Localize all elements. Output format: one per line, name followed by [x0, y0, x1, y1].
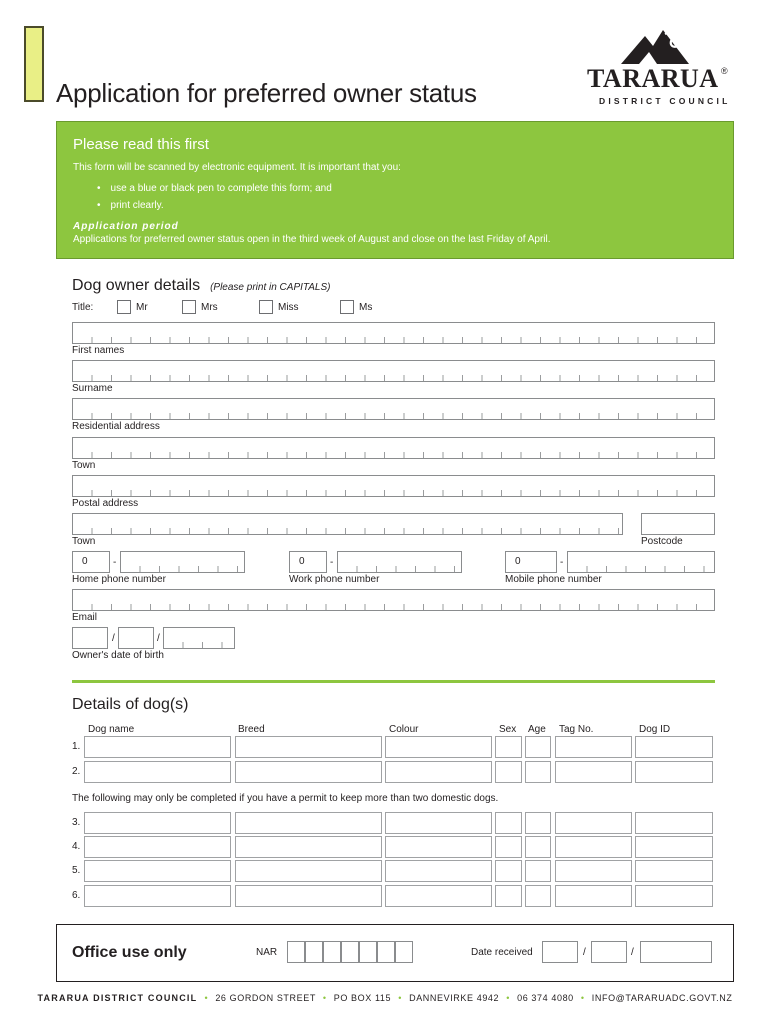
nar-digit-box[interactable]: [341, 941, 359, 963]
colour-cell[interactable]: [385, 761, 492, 783]
col-colour: Colour: [389, 724, 419, 735]
mobile-phone-number-field[interactable]: [567, 551, 715, 573]
application-period-text: Applications for preferred owner status open in the third week of August and close on the last Friday of April.: [73, 234, 551, 245]
dob-month-field[interactable]: [118, 627, 154, 649]
town-label: Town: [72, 460, 96, 471]
owner-heading-text: Dog owner details: [72, 277, 201, 294]
tag-no-cell[interactable]: [555, 812, 632, 834]
mobile-phone-dash: -: [560, 557, 564, 568]
col-age: Age: [528, 724, 546, 735]
work-phone-dash: -: [330, 557, 334, 568]
title-mrs-checkbox[interactable]: [182, 300, 196, 314]
notice-bullet: • print clearly.: [97, 197, 717, 214]
dog-name-cell[interactable]: [84, 836, 231, 858]
footer-separator: •: [580, 993, 585, 1003]
tag-no-cell[interactable]: [555, 736, 632, 758]
notice-bullet: • use a blue or black pen to complete this form; and: [97, 180, 717, 197]
permit-note: The following may only be completed if you have a permit to keep more than two domestic dogs.: [72, 793, 499, 804]
dob-year-field[interactable]: [163, 627, 235, 649]
date-received-label: Date received: [471, 947, 533, 958]
colour-cell[interactable]: [385, 736, 492, 758]
nar-digit-box[interactable]: [305, 941, 323, 963]
dog-id-cell[interactable]: [635, 736, 713, 758]
breed-cell[interactable]: [235, 885, 382, 907]
residential-address-field[interactable]: [72, 398, 715, 420]
dog-row-number: 5.: [72, 865, 81, 876]
colour-cell[interactable]: [385, 812, 492, 834]
postcode-label: Postcode: [641, 536, 683, 547]
title-label: Title:: [72, 302, 94, 313]
page-tab-marker: [24, 26, 44, 102]
title-ms-checkbox[interactable]: [340, 300, 354, 314]
dog-name-cell[interactable]: [84, 761, 231, 783]
logo-name: TARARUA: [587, 64, 719, 93]
breed-cell[interactable]: [235, 836, 382, 858]
colour-cell[interactable]: [385, 836, 492, 858]
breed-cell[interactable]: [235, 860, 382, 882]
footer-address: 26 GORDON STREET: [215, 993, 316, 1003]
dog-id-cell[interactable]: [635, 812, 713, 834]
dog-id-cell[interactable]: [635, 885, 713, 907]
footer-town: DANNEVIRKE 4942: [409, 993, 500, 1003]
capitals-note: (Please print in CAPITALS): [210, 282, 331, 293]
sex-cell[interactable]: [495, 860, 522, 882]
age-cell[interactable]: [525, 761, 551, 783]
title-mr-checkbox[interactable]: [117, 300, 131, 314]
notice-box: [56, 121, 734, 259]
footer-email: INFO@TARARUADC.GOVT.NZ: [591, 993, 733, 1003]
breed-cell[interactable]: [235, 736, 382, 758]
postcode-field[interactable]: [641, 513, 715, 535]
col-tag-no: Tag No.: [559, 724, 594, 735]
work-phone-label: Work phone number: [289, 574, 380, 585]
colour-cell[interactable]: [385, 860, 492, 882]
dog-name-cell[interactable]: [84, 885, 231, 907]
dob-day-field[interactable]: [72, 627, 108, 649]
sex-cell[interactable]: [495, 812, 522, 834]
colour-cell[interactable]: [385, 885, 492, 907]
office-use-heading: Office use only: [72, 944, 187, 961]
email-label: Email: [72, 612, 98, 623]
mountain-logo-icon: [617, 24, 693, 66]
surname-field[interactable]: [72, 360, 715, 382]
dob-separator: /: [157, 633, 160, 644]
nar-digit-box[interactable]: [377, 941, 395, 963]
date-received-year[interactable]: [640, 941, 712, 963]
email-field[interactable]: [72, 589, 715, 611]
col-dog-name: Dog name: [88, 724, 135, 735]
tag-no-cell[interactable]: [555, 761, 632, 783]
nar-digit-box[interactable]: [287, 941, 305, 963]
dob-label: Owner's date of birth: [72, 650, 164, 661]
notice-intro: This form will be scanned by electronic equipment. It is important that you:: [73, 162, 401, 173]
section-divider: [72, 680, 715, 683]
mobile-phone-label: Mobile phone number: [505, 574, 602, 585]
title-miss-label: Miss: [278, 302, 299, 313]
owner-section-heading: [72, 277, 331, 295]
title-ms-label: Ms: [359, 302, 373, 313]
nar-digit-box[interactable]: [395, 941, 413, 963]
dogs-section-heading: Details of dog(s): [72, 696, 189, 713]
home-phone-label: Home phone number: [72, 574, 166, 585]
dog-id-cell[interactable]: [635, 860, 713, 882]
work-phone-area-field[interactable]: [289, 551, 327, 573]
dob-separator: /: [112, 633, 115, 644]
tag-no-cell[interactable]: [555, 885, 632, 907]
nar-digit-box[interactable]: [323, 941, 341, 963]
tag-no-cell[interactable]: [555, 860, 632, 882]
nar-digit-box[interactable]: [359, 941, 377, 963]
home-phone-number-field[interactable]: [120, 551, 245, 573]
surname-label: Surname: [72, 383, 113, 394]
notice-bullets: [97, 180, 717, 214]
postal-address-label: Postal address: [72, 498, 139, 509]
page-footer: [0, 993, 770, 1003]
dog-row-number: 3.: [72, 817, 81, 828]
sex-cell[interactable]: [495, 836, 522, 858]
age-cell[interactable]: [525, 860, 551, 882]
mobile-phone-area-field[interactable]: [505, 551, 557, 573]
logo-registered-mark: ®: [721, 66, 728, 76]
footer-separator: •: [398, 993, 402, 1003]
date-received-month[interactable]: [591, 941, 627, 963]
application-period-label: Application period: [73, 221, 179, 232]
date-received-separator: /: [583, 947, 586, 958]
page-title: Application for preferred owner status: [56, 78, 477, 108]
logo-subtitle: DISTRICT COUNCIL: [599, 96, 731, 106]
footer-separator: •: [506, 993, 511, 1003]
dog-name-cell[interactable]: [84, 860, 231, 882]
town-field[interactable]: [72, 437, 715, 459]
dog-id-cell[interactable]: [635, 836, 713, 858]
dog-row-number: 1.: [72, 741, 81, 752]
nar-label: NAR: [256, 947, 278, 958]
work-phone-number-field[interactable]: [337, 551, 462, 573]
sex-cell[interactable]: [495, 736, 522, 758]
col-dog-id: Dog ID: [639, 724, 671, 735]
date-received-separator: /: [631, 947, 634, 958]
sex-cell[interactable]: [495, 761, 522, 783]
home-phone-prefix: 0: [82, 556, 88, 567]
dog-row-number: 6.: [72, 890, 81, 901]
age-cell[interactable]: [525, 736, 551, 758]
title-mrs-label: Mrs: [201, 302, 218, 313]
age-cell[interactable]: [525, 885, 551, 907]
dog-row-number: 4.: [72, 841, 81, 852]
council-logo: [575, 24, 735, 108]
age-cell[interactable]: [525, 836, 551, 858]
breed-cell[interactable]: [235, 812, 382, 834]
postal-town-label: Town: [72, 536, 96, 547]
work-phone-prefix: 0: [299, 556, 305, 567]
dog-name-cell[interactable]: [84, 812, 231, 834]
age-cell[interactable]: [525, 812, 551, 834]
mobile-phone-prefix: 0: [515, 556, 521, 567]
dog-name-cell[interactable]: [84, 736, 231, 758]
home-phone-dash: -: [113, 557, 117, 568]
footer-org: TARARUA DISTRICT COUNCIL: [37, 993, 198, 1003]
dog-id-cell[interactable]: [635, 761, 713, 783]
dog-row-number: 2.: [72, 766, 81, 777]
postal-address-field[interactable]: [72, 475, 715, 497]
home-phone-area-field[interactable]: [72, 551, 110, 573]
col-breed: Breed: [238, 724, 265, 735]
postal-town-field[interactable]: [72, 513, 623, 535]
footer-separator: •: [322, 993, 327, 1003]
sex-cell[interactable]: [495, 885, 522, 907]
footer-separator: •: [204, 993, 209, 1003]
footer-pobox: PO BOX 115: [333, 993, 392, 1003]
first-names-label: First names: [72, 345, 125, 356]
residential-address-label: Residential address: [72, 421, 160, 432]
breed-cell[interactable]: [235, 761, 382, 783]
first-names-field[interactable]: [72, 322, 715, 344]
title-mr-label: Mr: [136, 302, 148, 313]
footer-phone: 06 374 4080: [517, 993, 574, 1003]
notice-heading: Please read this first: [73, 136, 209, 153]
col-sex: Sex: [499, 724, 517, 735]
title-miss-checkbox[interactable]: [259, 300, 273, 314]
date-received-day[interactable]: [542, 941, 578, 963]
tag-no-cell[interactable]: [555, 836, 632, 858]
